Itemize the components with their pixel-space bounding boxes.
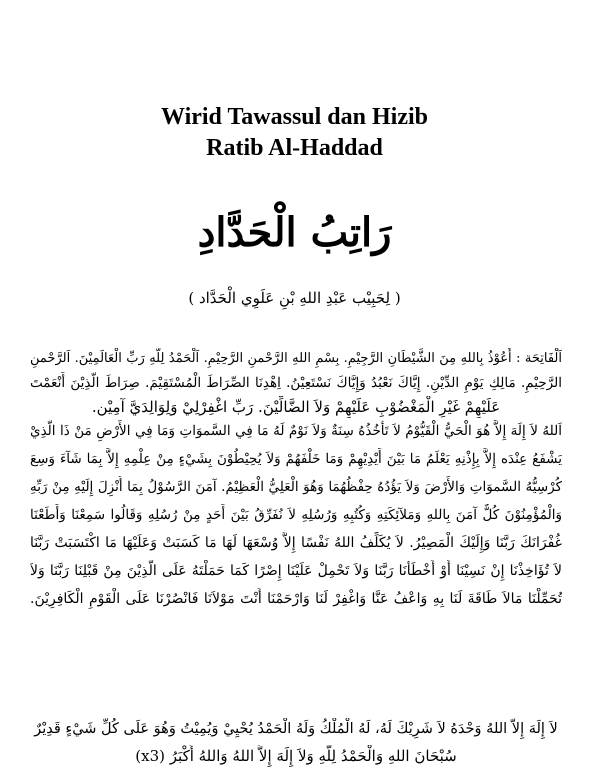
tasbih-line-2: سُبْحَانَ اللهِ وَالْحَمْدُ لِلّهِ وَلاَ إِلَهَ إِلاَّ اللهُ وَاللهُ أَكْبَرُ (x3)	[135, 747, 457, 765]
amanar-rasul-line-1: وَالْمُؤْمِنُوْنَ كُلٌّ آمَنَ بِاللهِ وَمَلآئِكَتِهِ وَكُتُبِهِ وَرُسُلِهِ لاَ نُفَرِّقُ بَيْنَ أَحَدٍ مِنْ رُسُلِهِ وَقَالُوا سَمِعْنَا وَأَطَعْنَا	[30, 507, 562, 523]
fatihah-line-1: اَلْفَاتِحَة : أَعُوْذُ بِاللهِ مِنَ الشَّيْطَانِ الرَّجِيْمِ. بِسْمِ اللهِ الرَّحْمنِ الرَّحِيْمِ. اَلْحَمْدُ لِلّهِ رَبِّ الْعَالَمِيْنَ. اَلرَّحْمنِ	[30, 351, 562, 366]
author-subtitle: ( لِحَبِيْب عَبْدِ اللهِ بْنِ عَلَوِي الْحَدَّاد )	[188, 289, 401, 307]
ayat-kursi-line-1: اَللهُ لاَ إِلَهَ إِلاَّ هُوَ الْحَيُّ الْقَيُّوْمُ لاَ تَأْخُذُهُ سِنَةٌ وَلاَ نَوْمٌ لَهُ مَا فِي السَّموَاتِ وَمَا فِي الأَرْضِ مَنْ ذَا الَّذِيْ	[30, 423, 562, 439]
ayat-kursi-line-2: يَشْفَعُ عِنْدَه إِلاَّ بِإِذْنِهِ يَعْلَمُ مَا بَيْنَ أَيْدِيْهِمْ وَمَا خَلْفَهُمْ وَلاَ يُحِيْطُوْنَ بِشَيْءٍ مِنْ عِلْمِهِ إِلاَّ بِمَا شَآءَ وَسِعَ	[30, 451, 562, 467]
fatihah-line-3: عَلَيْهِمْ غَيْرِ الْمَغْضُوْبِ عَلَيْهِمْ وَلاَ الضَّالِّيْنَ. رَبِّ اغْفِرْلِيْ وَلِوَالِدَيَّ آمِيْن.	[91, 398, 501, 416]
document-title-line2: Ratib Al-Haddad	[206, 135, 383, 161]
ayat-kursi-line-3: كُرْسِيُّهُ السَّموَاتِ وَالأَرْضَ وَلاَ يَؤُدُهُ حِفْظُهُمَا وَهُوَ الْعَلِيُّ الْعَظِيْمُ. آمَنَ الرَّسُوْلُ بِمَا أُنْزِلَ إِلَيْهِ مِنْ رَبِّهِ	[30, 479, 562, 495]
tahlil-line-1: لاَ إِلَهَ إِلاَّ اللهُ وَحْدَهُ لاَ شَرِيْكَ لَهُ، لَهُ الْمُلْكُ وَلَهُ الْحَمْدُ يُحْيِيْ وَيُمِيْتُ وَهُوَ عَلَى كُلِّ شَيْءٍ قَدِيْرٌ	[34, 721, 558, 737]
amanar-rasul-line-4: تُحَمِّلْنَا مَالاَ طَاقَةَ لَنَا بِهِ وَاعْفُ عَنَّا وَاغْفِرْ لَنَا وَارْحَمْنَا أَنْتَ مَوْلاَنَا فَانْصُرْنَا عَلَى الْقَوْمِ الْكَافِرِيْنَ.	[30, 591, 562, 607]
amanar-rasul-line-2: غُفْرَانَكَ رَبَّنَا وَإِلَيْكَ الْمَصِيْرُ. لاَ يُكَلِّفُ اللهُ نَفْسًا إِلاَّ وُسْعَهَا لَهَا مَا كَسَبَتْ وَعَلَيْهَا مَا اكْتَسَبَتْ رَبَّنَا	[30, 535, 562, 551]
arabic-title: رَاتِبُ الْحَدَّادِ	[197, 209, 392, 256]
document-title-line1: Wirid Tawassul dan Hizib	[161, 104, 428, 130]
fatihah-line-2: الرَّحِيْمِ. مَالِكِ يَوْمِ الدِّيْنِ. إِيَّاكَ نَعْبُدُ وَإِيَّاكَ نَسْتَعِيْنُ. اِهْدِنَا الصِّرَاطَ الْمُسْتَقِيْمَ. صِرَاطَ الَّذِيْنَ أَنْعَمْتَ	[30, 375, 562, 391]
amanar-rasul-line-3: لاَ تُؤَاخِذْنَا إِنْ نَسِيْنَا أَوْ أَخْطَأْنَا رَبَّنَا وَلاَ تَحْمِلْ عَلَيْنَا إِصْرًا كَمَا حَمَلْتَهُ عَلَى الَّذِيْنَ مِنْ قَبْلِنَا رَبَّنَا وَلاَ	[30, 563, 562, 579]
